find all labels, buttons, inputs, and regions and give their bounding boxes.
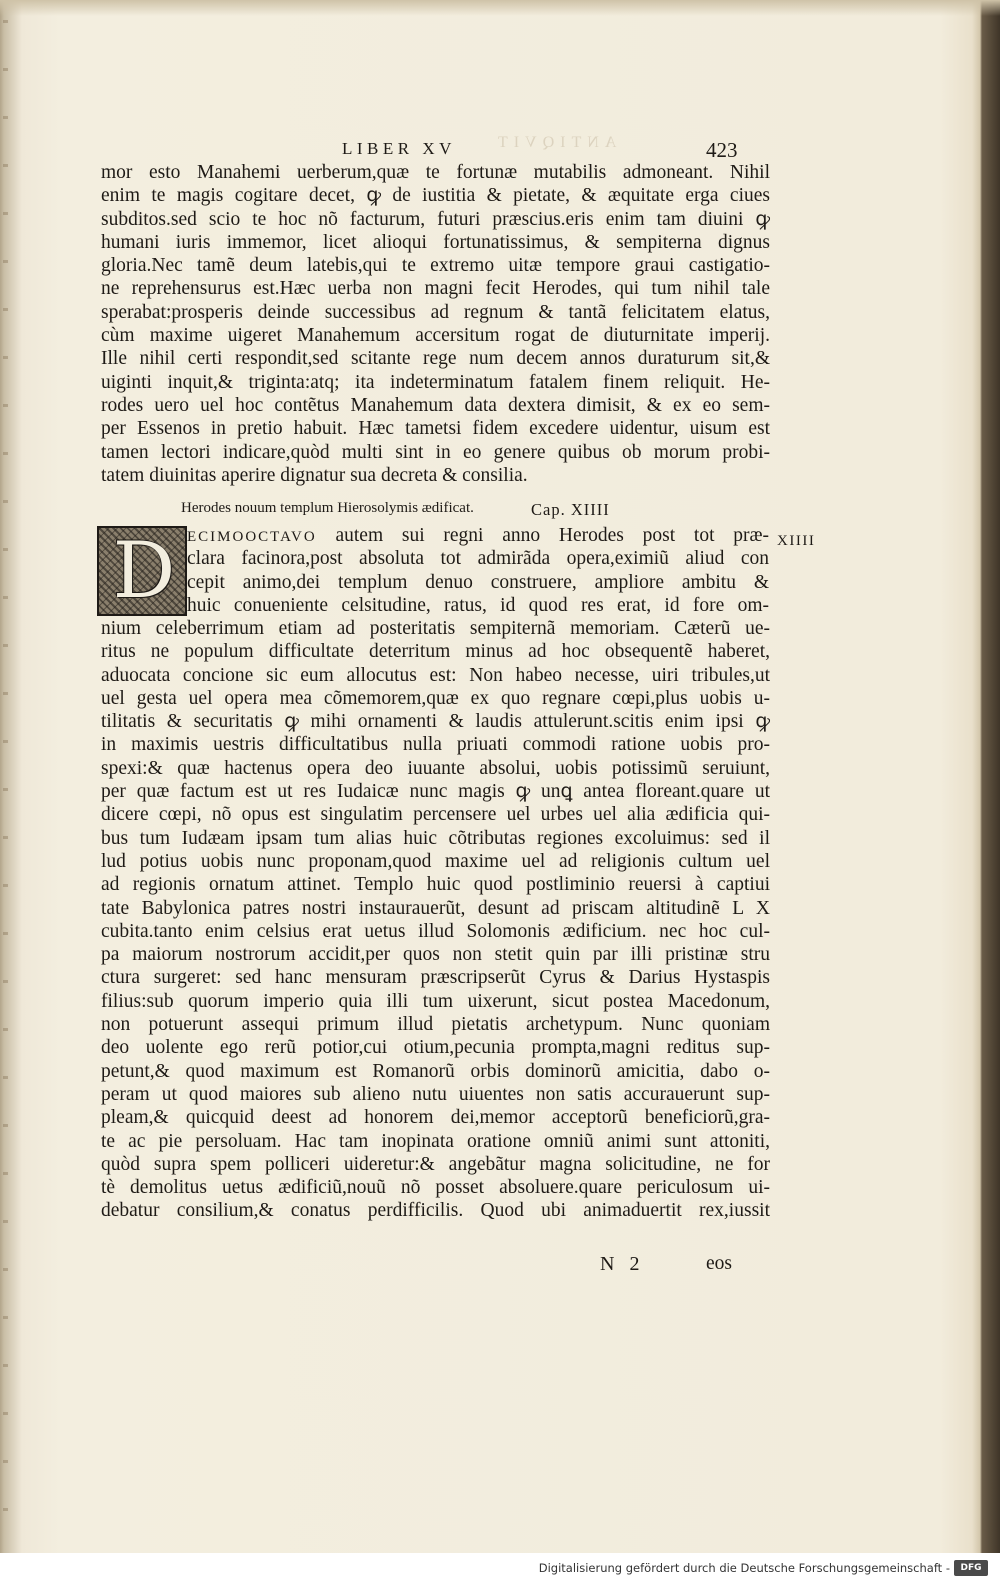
text-line: tè demolitus uetus ædificiũ,nouũ nõ posset absoluere.quare periculosum ui- [101,1177,770,1199]
text-line: huic conueniente celsitudine, ratus, id quod res erat, id fore om- [187,594,769,616]
text-line: quòd supra spem polliceri uideretur:& angebãtur magna solicitudine, ne for [101,1153,770,1175]
text-line: cepit animo,dei templum denuo construere, ampliore ambitu & [187,571,769,593]
paragraph-1 [101,161,770,487]
text-line: tamen lectori indicare,quòd multi sint in eo genere quibus ob morum probi- [101,441,770,463]
text-line: debatur consilium,& conatus perdifficilis. Quod ubi animaduertit rex,iussit [101,1200,770,1222]
opening-small-caps: ECIMOOCTAVO [187,529,317,545]
spine-stitching [3,20,8,1540]
running-head: LIBER XV [342,139,456,158]
text-line: ritus ne populum difficultate deterritum minus ad hoc obsequentẽ haberet, [101,641,770,663]
text-line: enim te magis cogitare decet, ꝙ de iustitia & pietate, & æquitate erga ciues [101,185,770,207]
text-line: sperabat:prosperis deinde successibus ad regnum & tantã felicitatem elatus, [101,301,770,323]
text-line: nium celeberrimum etiam ad posteritatis sempiternã memoriam. Cæterũ ue- [101,618,770,639]
text-line: filius:sub quorum imperio quia illi tum uixerunt, sicut postea Macedonum, [101,990,770,1012]
text-line: clara facinora,post absoluta tot admirãda opera,eximiũ aliud con [187,548,769,570]
text-line: rodes uero uel hoc contẽtus Manahemum data dextera dimisit, & ex eo sem- [101,394,770,416]
page-top-edge [0,0,1000,16]
margin-note: XIIII [777,533,816,549]
show-through-text: ANTIQVIT [492,134,617,151]
decorated-initial [97,526,187,616]
folio-number: 423 [706,138,738,162]
text-line: tatem diuinitas aperire dignatur sua decreta & consilia. [101,464,528,486]
text-line: ctura surgeret: sed hanc mensuram præscripserũt Cyrus & Darius Hystaspis [101,967,770,989]
paragraph-2 [101,617,770,1223]
catchword: eos [706,1253,732,1274]
text-line: per quæ factum est ut res Iudaicæ nunc magis ꝙ unꝗ antea floreant.quare ut [101,781,770,803]
chapter-heading: Herodes nouum templum Hierosolymis ædificat. [181,500,474,516]
text-line: tate Babylonica patres nostri instaurauerũt, desunt ad priscam altitudinẽ L X [101,897,770,919]
text-line: ad regionis ornatum attinet. Templo huic quod postliminio reuersi à captiui [101,874,770,896]
initial-letter: D [112,526,176,616]
text-line: cùm maxime uigeret Manahemum accersitum rogat de diuturnitate imperij. [101,325,770,347]
text-line: Ille nihil certi respondit,sed scitante rege num decem annos duraturum sit,& [101,348,770,370]
text-line [187,524,769,547]
text-line: pleam,& quicquid deest ad honorem dei,memor acceptorũ beneficiorũ,gra- [101,1107,770,1129]
indented-opening [187,524,769,617]
funding-credit: Digitalisierung gefördert durch die Deutsche Forschungsgemeinschaft - [538,1561,950,1575]
text-line: uiginti inquit,& triginta:atq; ita indeterminatum fatalem finem reliquit. He- [101,371,770,393]
text-line: non potuerunt assequi primum illud pietatis archetypum. Nunc quoniam [101,1014,770,1036]
text-line: deo uolente ego rerũ potior,cui otium,pecunia prompta,magni reditus sup- [101,1037,770,1059]
dfg-logo: DFG [954,1560,988,1576]
text-line: aduocata concione sic eum allocutus est: Non habeo necesse, uiri tribules,ut [101,664,770,686]
text-line: mor esto Manahemi uerberum,quæ te fortunæ mutabilis admoneant. Nihil [101,162,770,183]
text-line: spexi:& quæ hactenus opera deo iuuante absolui, uobis potissimũ seruiunt, [101,757,770,779]
text-line: petunt,& quod maximum est Romanorũ orbis dominorũ amicitia, dabo o- [101,1060,770,1082]
text-line: per Essenos in pretio habuit. Hæc tametsi fidem excedere uidentur, uisum est [101,418,770,440]
chapter-number: Cap. XIIII [531,500,610,519]
text-line: peram ut quod maiores sub alieno nutu uiuentes non satis accurauerunt sup- [101,1083,770,1105]
text-line: te ac pie persoluam. Hac tam inopinata oratione omniũ animi sunt attoniti, [101,1130,770,1152]
text-line: subditos.sed scio te hoc nõ facturum, futuri præscius.eris enim tam diuini ꝙ [101,208,770,230]
viewer-footer [0,1553,1000,1590]
text-line: pa maiorum nostrorum accidit,per quos non stetit quin par illi pristinæ stru [101,944,770,966]
text-line: bus tum Iudæam ipsam tum alias huic cõtributas regiones excoluimus: sed il [101,827,770,849]
signature-mark: N 2 [600,1253,640,1275]
text-line: dicere cœpi, nõ opus est singulatim percensere uel urbes uel alia ædificia qui- [101,804,770,826]
text-line: cubita.tanto enim celsius erat uetus illud Solomonis ædificium. nec hoc cul- [101,920,770,942]
text-line: gloria.Nec tamẽ deum latebis,qui te extremo uitæ tempore graui castigatio- [101,255,770,277]
text-line: humani iuris immemor, licet alioqui fortunatissimus, & sempiterna dignus [101,231,770,253]
text-line: tilitatis & securitatis ꝙ mihi ornamenti & laudis attulerunt.scitis enim ipsi ꝙ [101,711,770,733]
text-line: lud potius uobis nunc proponam,quod maxime uel ad religionis cultum uel [101,850,770,872]
text-line: in maximis uestris difficultatibus nulla priuati commodi ratione uobis pro- [101,734,770,756]
text-line: uel gesta uel opera mea cõmemorem,quæ ex quo regnare cœpi,plus uobis u- [101,687,770,709]
text-line: ne reprehensurus est.Hæc uerba non magni fecit Herodes, qui tum nihil tale [101,278,770,300]
opening-line-rest: autem sui regni anno Herodes post tot præ- [316,525,769,546]
